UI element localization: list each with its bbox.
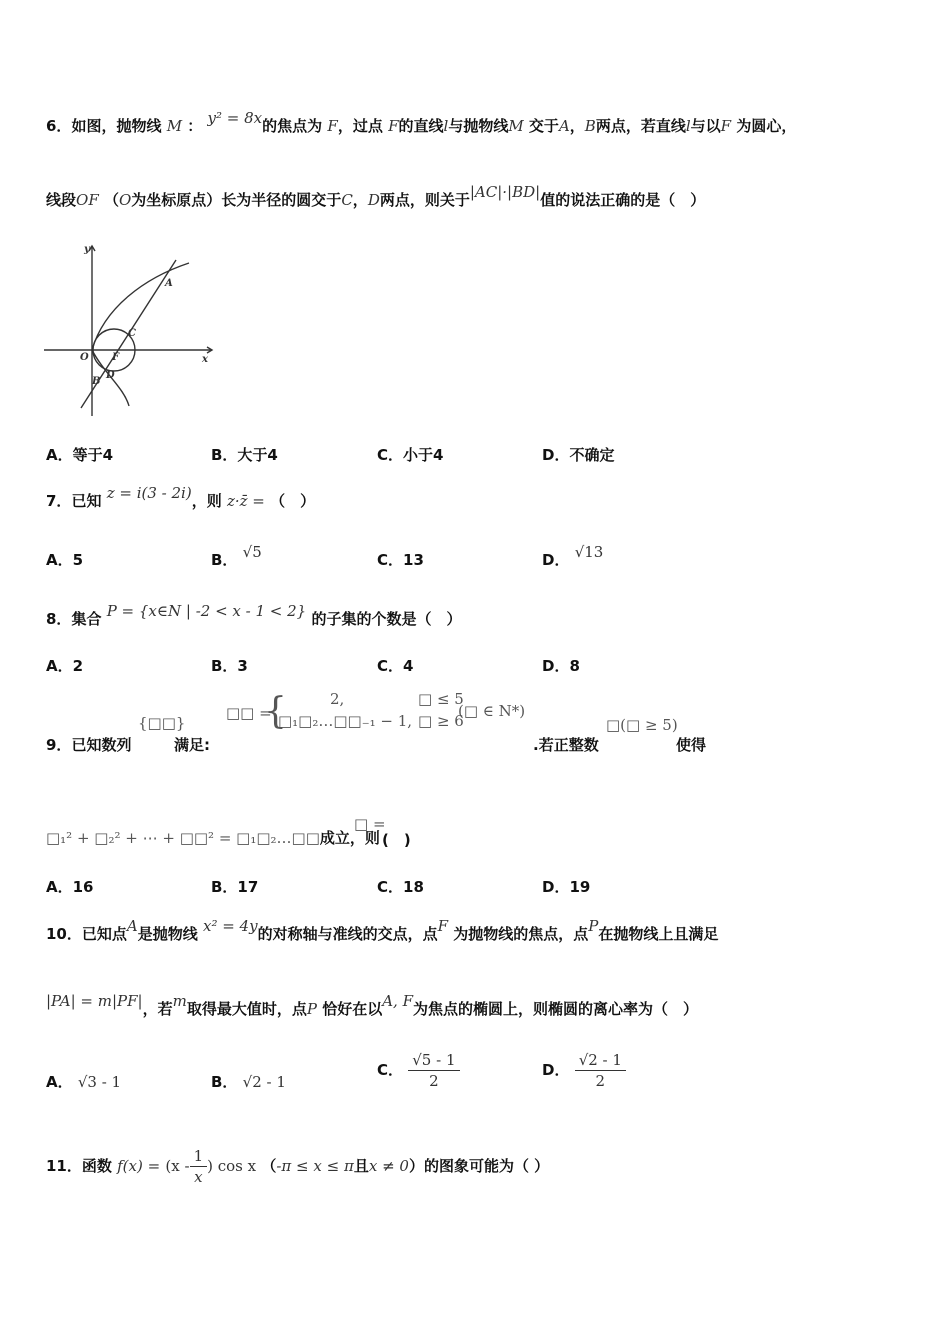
q10-line-1: 10．已知点A是抛物线 x² = 4y的对称轴与准线的交点，点F 为抛物线的焦点，点P在抛物线上且满足 — [46, 917, 719, 943]
q6-option-a[interactable]: A．等于4 — [46, 446, 114, 464]
q11-line: 11．函数 f(x) = (x - $\frac{1}{x}$ ) cos x （-π ≤ x ≤ π且x ≠ 0）的图象可能为（ ） — [46, 1147, 550, 1186]
q8-option-b[interactable]: B．3 — [211, 657, 248, 675]
q9-equation: □₁² + □₂² + ⋯ + □□² = □₁□₂…□□ — [46, 829, 320, 847]
q6-parabola-equation: y² = 8x — [207, 109, 263, 127]
q9-satisfy: 满足: — [174, 736, 210, 754]
q6-line-2: 线段OF （O为坐标原点）长为半径的圆交于C，D两点，则关于|AC|·|BD|值的说法正确的是（ ） — [46, 183, 706, 209]
q9-positive-integer: .若正整数 — [533, 736, 599, 754]
q8-set-expression: P = {x∈N | -2 < x - 1 < 2} — [106, 602, 307, 620]
q7-product: z·z̄ = — [226, 492, 265, 510]
q7-option-b[interactable]: B． √5 — [211, 543, 262, 569]
q10-option-d[interactable]: D． $\frac{√2 - 1}{2}$ — [542, 1050, 626, 1091]
label-x: x — [202, 354, 208, 365]
q7-z-expression: z = i(3 - 2i) — [106, 484, 192, 502]
q9-blank: ( ) — [382, 831, 411, 849]
q10-parabola-equation: x² = 4y — [202, 917, 258, 935]
q8-option-a[interactable]: A．2 — [46, 657, 84, 675]
q9-option-a[interactable]: A．16 — [46, 878, 94, 896]
q9-sequence: {□□} — [138, 714, 186, 732]
parabola-circle-diagram — [44, 238, 219, 418]
q9-variable: □ = — [354, 815, 386, 833]
q8-line: 8．集合 P = {x∈N | -2 < x - 1 < 2} 的子集的个数是（ ） — [46, 602, 462, 628]
label-c: C — [128, 328, 136, 339]
q6-option-c[interactable]: C．小于4 — [377, 446, 444, 464]
parabola — [92, 263, 189, 406]
q9-piecewise-definition: □□ = { 2, □ ≤ 5 □₁□₂…□□₋₁ − 1, □ ≥ 6 (□ ∈ N*) — [226, 690, 526, 732]
q11-fraction: $\frac{1}{x}$ — [190, 1146, 208, 1187]
label-d: D — [106, 370, 115, 381]
q7-option-d[interactable]: D． √13 — [542, 543, 604, 569]
label-b: B — [92, 376, 101, 387]
q9-such-that: 使得 — [676, 736, 707, 754]
q11-domain: -π ≤ x ≤ π — [276, 1157, 354, 1175]
q6-number: 6． — [46, 117, 72, 135]
q6-option-d[interactable]: D．不确定 — [542, 446, 615, 464]
label-a: A — [165, 278, 173, 289]
q7-option-a[interactable]: A．5 — [46, 551, 84, 569]
q9-line-1: 9．已知数列 — [46, 736, 132, 754]
label-f: F — [112, 352, 120, 363]
q9-option-d[interactable]: D．19 — [542, 878, 591, 896]
q6-product-expression: |AC|·|BD| — [469, 183, 541, 201]
q6-option-b[interactable]: B．大于4 — [211, 446, 278, 464]
q9-condition: □(□ ≥ 5) — [606, 716, 678, 734]
q11-function-lhs: f(x) = — [117, 1157, 161, 1175]
q9-line-2: □₁² + □₂² + ⋯ + □□² = □₁□₂…□□成立，则 — [46, 829, 380, 847]
q8-option-d[interactable]: D．8 — [542, 657, 580, 675]
q10-line-2: |PA| = m|PF|，若m取得最大值时，点P 恰好在以A, F为焦点的椭圆上，则椭圆的离心率为（ ） — [46, 992, 698, 1018]
q9-option-b[interactable]: B．17 — [211, 878, 259, 896]
q7-option-c[interactable]: C．13 — [377, 551, 424, 569]
q6-line-1: 6．如图，抛物线 M ： y² = 8x的焦点为 F，过点 F的直线l与抛物线M 交于A，B两点，若直线l与以F 为圆心， — [46, 109, 797, 135]
q7-line: 7．已知 z = i(3 - 2i)，则 z·z̄ = （ ） — [46, 484, 316, 510]
q6-figure — [44, 238, 219, 422]
q9-option-c[interactable]: C．18 — [377, 878, 424, 896]
q10-option-b[interactable]: B． √2 - 1 — [211, 1073, 286, 1091]
q10-relation: |PA| = m|PF| — [46, 992, 143, 1010]
q8-option-c[interactable]: C．4 — [377, 657, 414, 675]
label-o: O — [80, 352, 89, 363]
label-y: y — [84, 244, 90, 255]
q10-option-a[interactable]: A． √3 - 1 — [46, 1073, 122, 1091]
q10-option-c[interactable]: C． $\frac{√5 - 1}{2}$ — [377, 1050, 460, 1091]
